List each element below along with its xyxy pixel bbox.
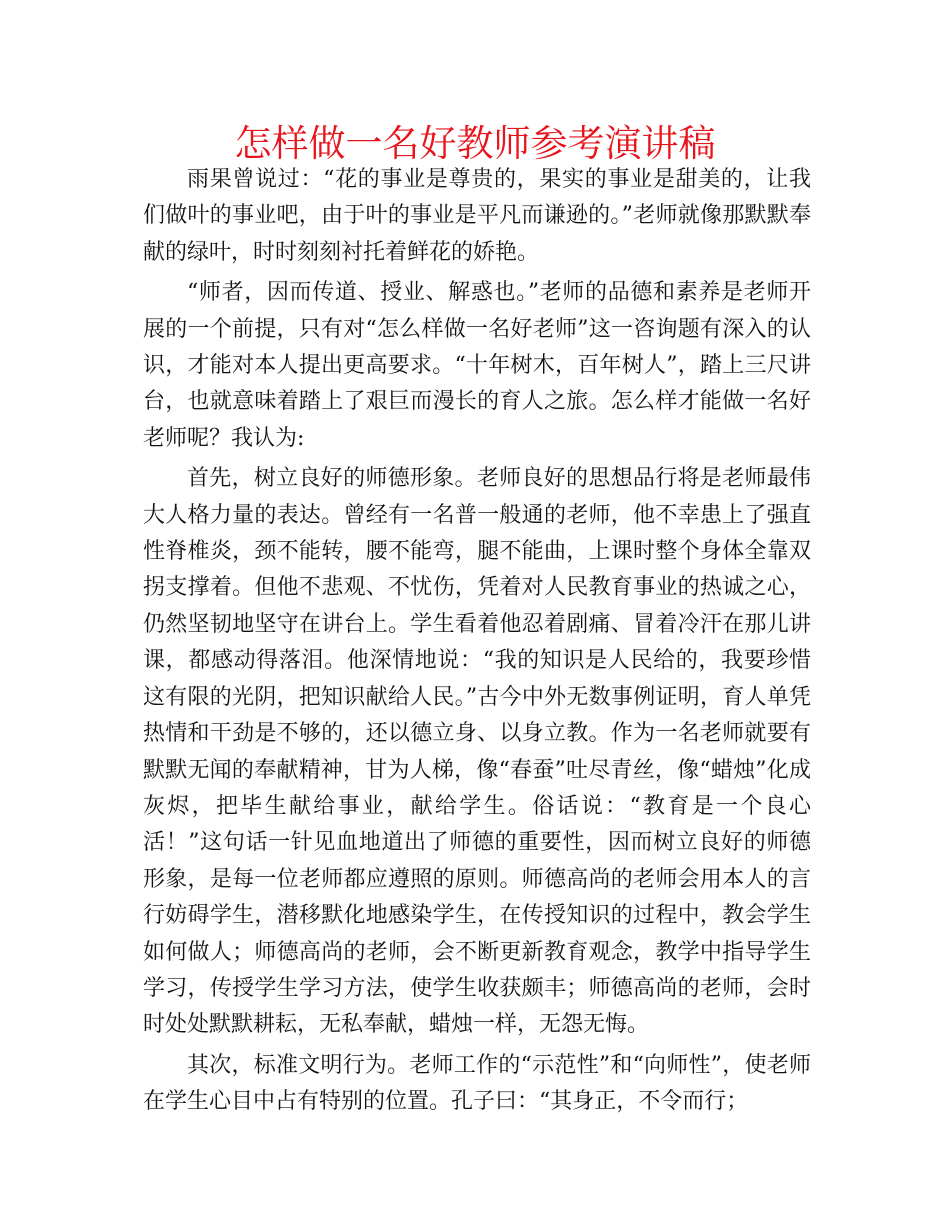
paragraph-first-ethics: 首先，树立良好的师德形象。老师良好的思想品行将是老师最伟大人格力量的表达。曾经有一名普一般通的老师，他不幸患上了强直性脊椎炎，颈不能转，腰不能弯，腿不能曲，上课时整个身体全靠双拐支撑着。但他不悲观、不忧伤，凭着对人民教育事业的热诚之心，仍然坚韧地坚守在讲台上。学生看着他忍着剧痛、冒着冷汗在那儿讲课，都感动得落泪。他深情地说：“我的知识是人民给的，我要珍惜这有限的光阴，把知识献给人民。”古今中外无数事例证明，育人单凭热情和干劲是不够的，还以德立身、以身立教。作为一名老师就要有默默无闻的奉献精神，甘为人梯，像“春蚕”吐尽青丝，像“蜡烛”化成灰烬，把毕生献给事业，献给学生。俗话说：“教育是一个良心活！”这句话一针见血地道出了师德的重要性，因而树立良好的师德形象，是每一位老师都应遵照的原则。师德高尚的老师会用本人的言行妨碍学生，潜移默化地感染学生，在传授知识的过程中，教会学生如何做人；师德高尚的老师，会不断更新教育观念，教学中指导学生学习，传授学生学习方法，使学生收获颇丰；师德高尚的老师，会时时处处默默耕耘，无私奉献，蜡烛一样，无怨无悔。 [143,466,811,1038]
document-title: 怎样做一名好教师参考演讲稿 [234,122,716,165]
paragraph-second-behavior: 其次，标准文明行为。老师工作的“示范性”和“向师性”，使老师在学生心目中占有特别的位置。孔子曰：“其身正，不令而行； [143,1052,811,1115]
paragraph-teacher-role: “师者，因而传道、授业、解惑也。”老师的品德和素养是老师开展的一个前提，只有对“怎么样做一名好老师”这一咨询题有深入的认识，才能对本人提出更高要求。“十年树木，百年树人”，踏上三尺讲台，也就意味着踏上了艰巨而漫长的育人之旅。怎么样才能做一名好老师呢？我认为: [143,280,811,451]
document-body [143,162,811,1125]
paragraph-quote-hugo: 雨果曾说过：“花的事业是尊贵的，果实的事业是甜美的，让我们做叶的事业吧，由于叶的事业是平凡而谦逊的。”老师就像那默默奉献的绿叶，时时刻刻衬托着鲜花的娇艳。 [143,167,811,265]
